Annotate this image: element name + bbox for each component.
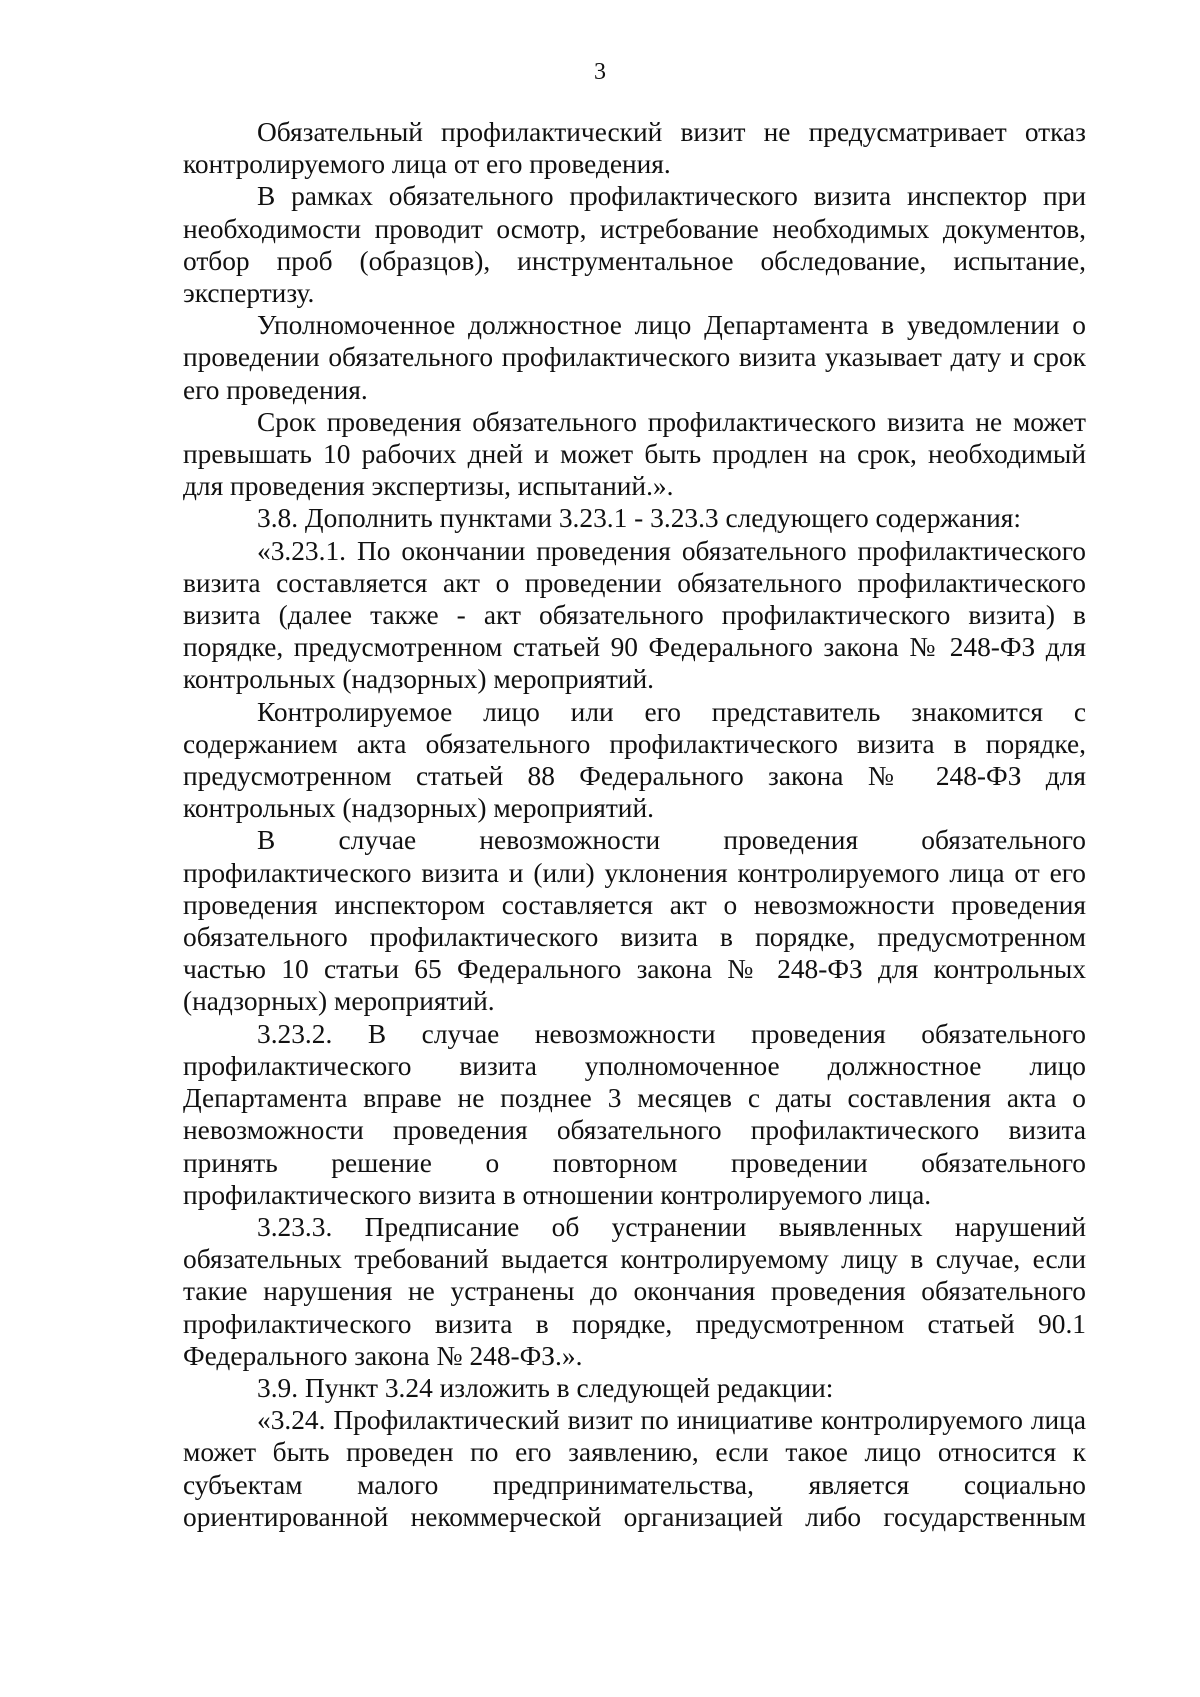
- document-body: [183, 116, 1086, 1533]
- paragraph: 3.8. Дополнить пунктами 3.23.1 - 3.23.3 следующего содержания:: [257, 503, 1021, 534]
- paragraph: «3.23.1. По окончании проведения обязательного профилактического визита составляется акт о проведении обязательного профилактического визита (далее также - акт обязательного профилактического визита) в порядке, предусмотренном статьей 90 Федерального закона № 248-ФЗ для контрольных (надзорных) мероприятий.: [183, 535, 1086, 695]
- paragraph: Контролируемое лицо или его представитель знакомится с содержанием акта обязательного профилактического визита в порядке, предусмотренном статьей 88 Федерального закона № 248-ФЗ для контрольных (надзорных) мероприятий.: [183, 696, 1086, 824]
- paragraph: В рамках обязательного профилактического визита инспектор при необходимости проводит осмотр, истребование необходимых документов, отбор проб (образцов), инструментальное обследование, испытание, экспертизу.: [183, 181, 1086, 309]
- paragraph: 3.9. Пункт 3.24 изложить в следующей редакции:: [257, 1372, 834, 1403]
- paragraph: 3.23.2. В случае невозможности проведения обязательного профилактического визита уполномоченное должностное лицо Департамента вправе не позднее 3 месяцев с даты составления акта о невозможности проведения обязательного профилактического визита принять решение о повторном проведении обязательного профилактического визита в отношении контролируемого лица.: [183, 1018, 1086, 1210]
- paragraph: 3.23.3. Предписание об устранении выявленных нарушений обязательных требований выдается контролируемому лицу в случае, если такие нарушения не устранены до окончания проведения обязательного профилактического визита в порядке, предусмотренном статьей 90.1 Федерального закона № 248-ФЗ.».: [183, 1211, 1086, 1371]
- paragraph: «3.24. Профилактический визит по инициативе контролируемого лица может быть проведен по его заявлению, если такое лицо относится к субъектам малого предпринимательства, является социально ориентированной некоммерческой организацией либо государственным: [183, 1405, 1086, 1532]
- paragraph: Уполномоченное должностное лицо Департамента в уведомлении о проведении обязательного профилактического визита указывает дату и срок его проведения.: [183, 310, 1086, 405]
- paragraph: Обязательный профилактический визит не предусматривает отказ контролируемого лица от его проведения.: [183, 117, 1086, 180]
- paragraph: Срок проведения обязательного профилактического визита не может превышать 10 рабочих дней и может быть продлен на срок, необходимый для проведения экспертизы, испытаний.».: [183, 406, 1086, 502]
- paragraph: В случае невозможности проведения обязательного профилактического визита и (или) уклонения контролируемого лица от его проведения инспектором составляется акт о невозможности проведения обязательного профилактического визита в порядке, предусмотренном частью 10 статьи 65 Федерального закона № 248-ФЗ для контрольных (надзорных) мероприятий.: [183, 825, 1086, 1017]
- page-number: 3: [594, 59, 606, 85]
